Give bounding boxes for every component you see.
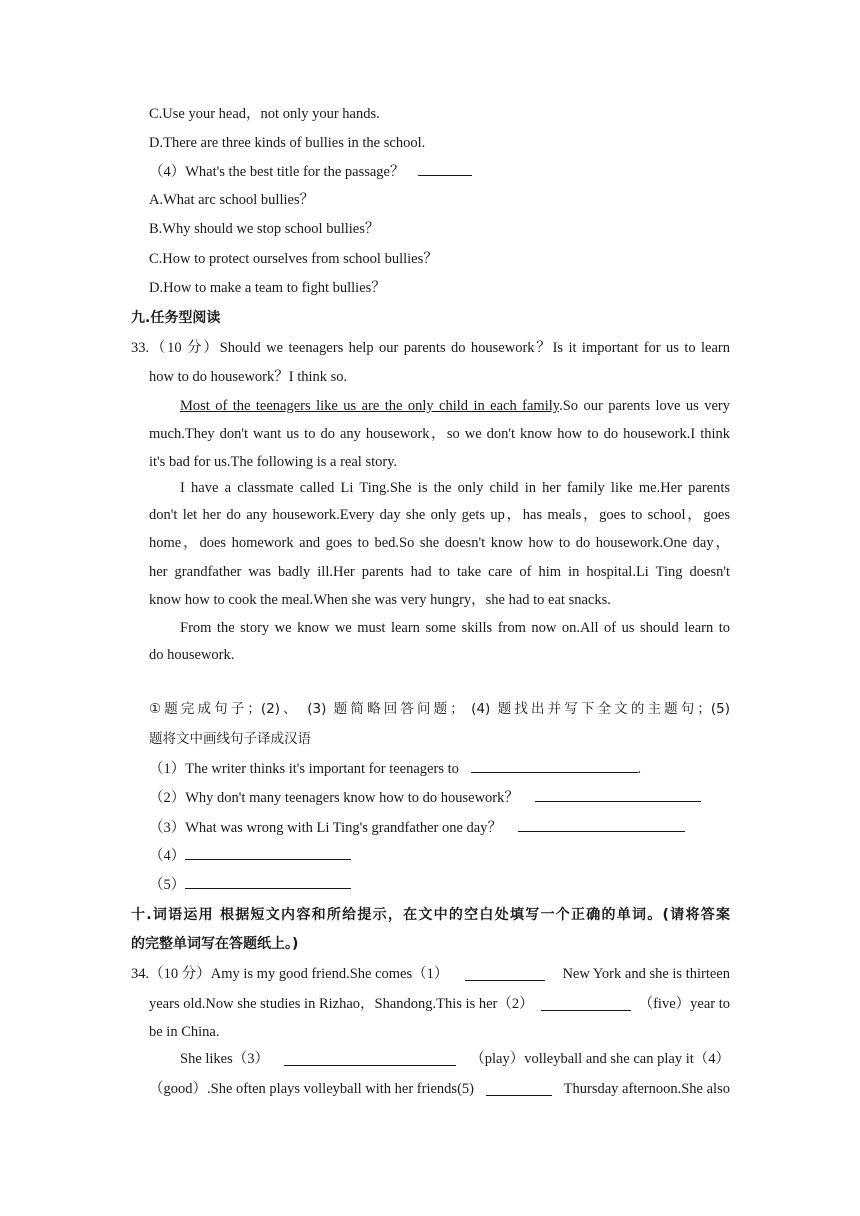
- text-segment: （five）year to: [638, 996, 730, 1012]
- text-segment: （good）.She often plays volleyball with her friends(5): [149, 1081, 474, 1097]
- paragraph-line: don't let her do any housework.Every day she only gets up，has meals，goes to school，goes: [149, 507, 730, 523]
- paragraph-line: her grandfather was badly ill.Her parents had to take care of him in hospital.Li Ting doesn't: [149, 564, 730, 580]
- option-c: C.Use your head，not only your hands.: [149, 106, 380, 122]
- paragraph-line: I have a classmate called Li Ting.She is the only child in her family like me.Her parents: [180, 480, 730, 496]
- paragraph-line: know how to cook the meal.When she was very hungry，she had to eat snacks.: [149, 592, 611, 608]
- answer-blank[interactable]: [518, 817, 685, 832]
- section-heading: 十.词语运用 根据短文内容和所给提示，在文中的空白处填写一个正确的单词。(请将答案: [131, 907, 730, 923]
- question-33-intro: 33.（10 分）Should we teenagers help our parents do housework？Is it important for us to learn: [131, 340, 730, 356]
- question-34-line: [149, 1079, 730, 1099]
- text-segment: New York and she is thirteen: [562, 966, 730, 982]
- instructions: 题将文中画线句子译成汉语: [149, 731, 311, 747]
- task-5: [149, 874, 351, 895]
- option-c: C.How to protect ourselves from school bullies？: [149, 251, 438, 267]
- answer-blank[interactable]: [535, 787, 701, 802]
- task-1: [149, 758, 641, 779]
- answer-blank[interactable]: [418, 161, 472, 176]
- paragraph-line: home，does homework and goes to bed.So she doesn't know how to do housework.One day，: [149, 535, 730, 551]
- question-34-line: [131, 964, 730, 984]
- task-3: [149, 817, 685, 838]
- paragraph-line: how to do housework？I think so.: [149, 369, 348, 385]
- option-b: B.Why should we stop school bullies？: [149, 221, 380, 237]
- paragraph-line: From the story we know we must learn some skills from now on.All of us should learn to: [180, 620, 730, 636]
- instructions: ①题完成句子；(2)、 (3) 题简略回答问题； (4) 题找出并写下全文的主题句；(5): [149, 701, 730, 717]
- text-segment: Thursday afternoon.She also: [563, 1081, 730, 1097]
- underlined-sentence: Most of the teenagers like us are the only child in each family: [180, 398, 560, 414]
- text-segment: 34.（10 分）Amy is my good friend.She comes（1）: [131, 966, 449, 982]
- text-segment: She likes（3）: [180, 1051, 270, 1067]
- paragraph-line: do housework.: [149, 647, 235, 663]
- task-5-label: （5）: [149, 877, 186, 893]
- task-4-label: （4）: [149, 848, 186, 864]
- task-3-text: （3）What was wrong with Li Ting's grandfather one day？: [149, 820, 502, 836]
- text-segment: （play）volleyball and she can play it（4）: [470, 1051, 730, 1067]
- answer-blank[interactable]: [465, 966, 545, 981]
- option-a: A.What arc school bullies？: [149, 192, 315, 208]
- paragraph-line: it's bad for us.The following is a real story.: [149, 454, 398, 470]
- task-2: [149, 787, 701, 808]
- option-d: D.There are three kinds of bullies in the school.: [149, 135, 426, 151]
- answer-blank[interactable]: [486, 1081, 552, 1096]
- question-4-stem: [149, 161, 472, 182]
- option-d: D.How to make a team to fight bullies？: [149, 280, 386, 296]
- answer-blank[interactable]: [541, 996, 631, 1011]
- sentence-rest: .So our parents love us very: [559, 398, 731, 414]
- task-4: [149, 845, 351, 866]
- task-1-end: .: [637, 761, 642, 777]
- task-2-text: （2）Why don't many teenagers know how to do housework？: [149, 790, 519, 806]
- question-34-line: [180, 1049, 730, 1069]
- question-34-line: [149, 994, 730, 1014]
- task-1-text: （1）The writer thinks it's important for teenagers to: [149, 761, 459, 777]
- paragraph-line: much.They don't want us to do any housework，so we don't know how to do housework.I think: [149, 426, 730, 442]
- paragraph-line: be in China.: [149, 1024, 220, 1040]
- answer-blank[interactable]: [185, 874, 351, 889]
- text-segment: years old.Now she studies in Rizhao，Shandong.This is her（2）: [149, 996, 534, 1012]
- section-heading: 九.任务型阅读: [131, 310, 221, 326]
- answer-blank[interactable]: [471, 758, 638, 773]
- answer-blank[interactable]: [185, 845, 351, 860]
- paragraph-line: [180, 396, 730, 416]
- question-4-text: （4）What's the best title for the passage？: [149, 164, 405, 180]
- section-heading: 的完整单词写在答题纸上。): [131, 936, 299, 952]
- answer-blank[interactable]: [284, 1051, 456, 1066]
